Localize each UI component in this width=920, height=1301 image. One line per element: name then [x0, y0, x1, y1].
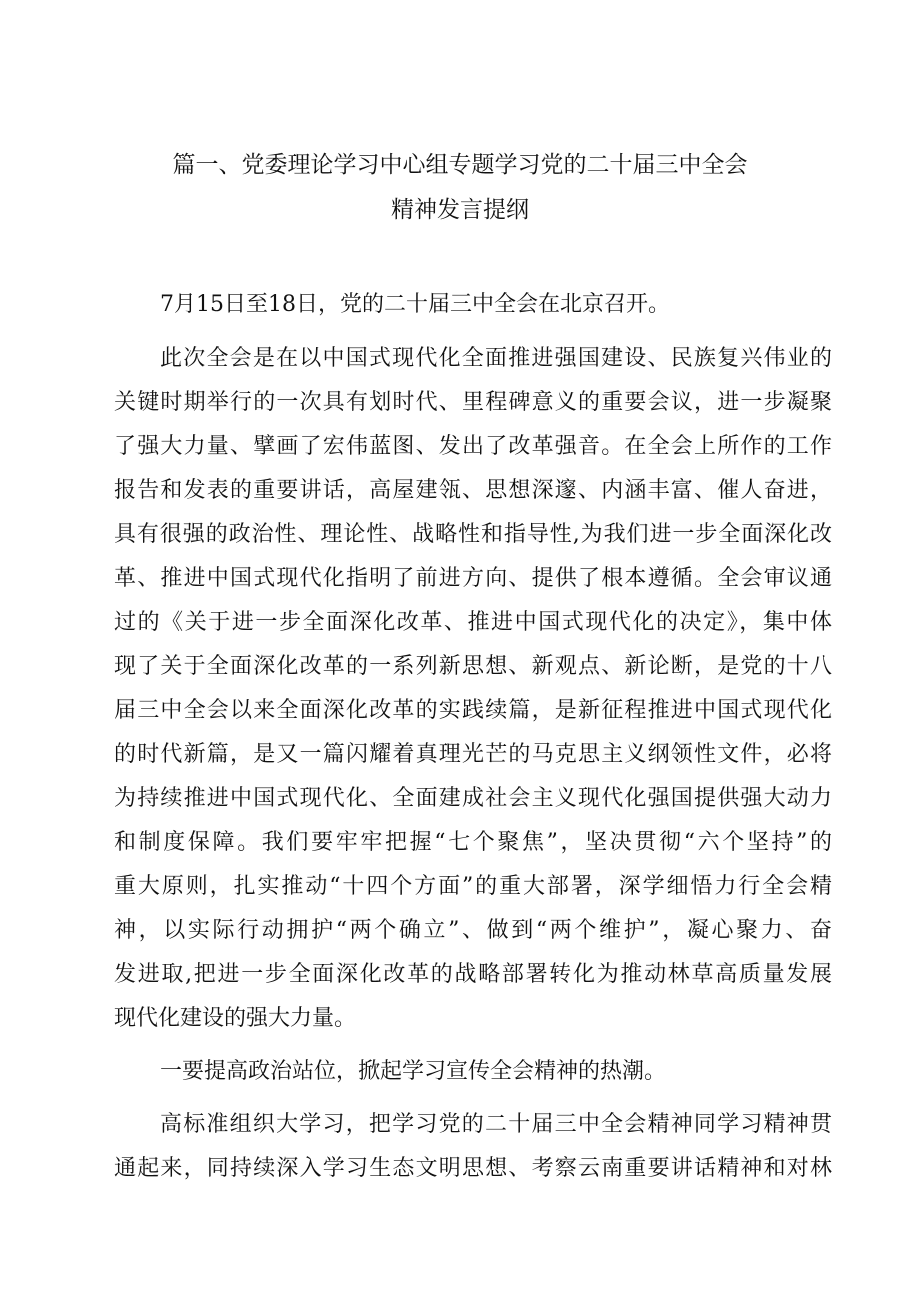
paragraph-3-heading: 一要提高政治站位，掀起学习宣传全会精神的热潮。 [160, 1059, 667, 1084]
paragraph-2-line: 和制度保障。我们要牢牢把握“七个聚焦”，坚决贯彻“六个坚持”的 [114, 830, 832, 855]
paragraph-2-line: 重大原则，扎实推动“十四个方面”的重大部署，深学细悟力行全会精 [114, 874, 832, 899]
paragraph-4-line: 通起来，同持续深入学习生态文明思想、考察云南重要讲话精神和对林 [114, 1156, 832, 1181]
document-title-line-1: 篇一、党委理论学习中心组专题学习党的二十届三中全会 [172, 152, 748, 178]
paragraph-2-line: 发进取,把进一步全面深化改革的战略部署转化为推动林草高质量发展 [114, 962, 832, 987]
paragraph-2-line: 革、推进中国式现代化指明了前进方向、提供了根本遵循。全会审议通 [114, 566, 832, 591]
paragraph-2-line: 具有很强的政治性、理论性、战略性和指导性,为我们进一步全面深化改 [114, 522, 832, 547]
paragraph-2-line: 为持续推进中国式现代化、全面建成社会主义现代化强国提供强大动力 [114, 786, 832, 811]
paragraph-2-line: 现了关于全面深化改革的一系列新思想、新观点、新论断，是党的十八 [114, 654, 832, 679]
paragraph-2-line: 神，以实际行动拥护“两个确立”、做到“两个维护”，凝心聚力、奋 [114, 918, 832, 943]
paragraph-2-line: 此次全会是在以中国式现代化全面推进强国建设、民族复兴伟业的 [160, 346, 832, 371]
paragraph-2-line: 的时代新篇，是又一篇闪耀着真理光芒的马克思主义纲领性文件，必将 [114, 742, 832, 767]
paragraph-2-line: 报告和发表的重要讲话，高屋建瓴、思想深邃、内涵丰富、催人奋进， [114, 478, 832, 503]
paragraph-1: 7月15日至18日，党的二十届三中全会在北京召开。 [160, 292, 670, 317]
paragraph-4-line: 高标准组织大学习，把学习党的二十届三中全会精神同学习精神贯 [160, 1112, 832, 1137]
paragraph-2-line: 届三中全会以来全面深化改革的实践续篇，是新征程推进中国式现代化 [114, 698, 832, 723]
paragraph-2-line: 关键时期举行的一次具有划时代、里程碑意义的重要会议，进一步凝聚 [114, 390, 832, 415]
document-title-line-2: 精神发言提纲 [391, 197, 529, 223]
paragraph-2-line: 现代化建设的强大力量。 [114, 1006, 357, 1031]
paragraph-2-line: 过的《关于进一步全面深化改革、推进中国式现代化的决定》，集中体 [114, 610, 832, 635]
paragraph-2-line: 了强大力量、擘画了宏伟蓝图、发出了改革强音。在全会上所作的工作 [114, 434, 832, 459]
